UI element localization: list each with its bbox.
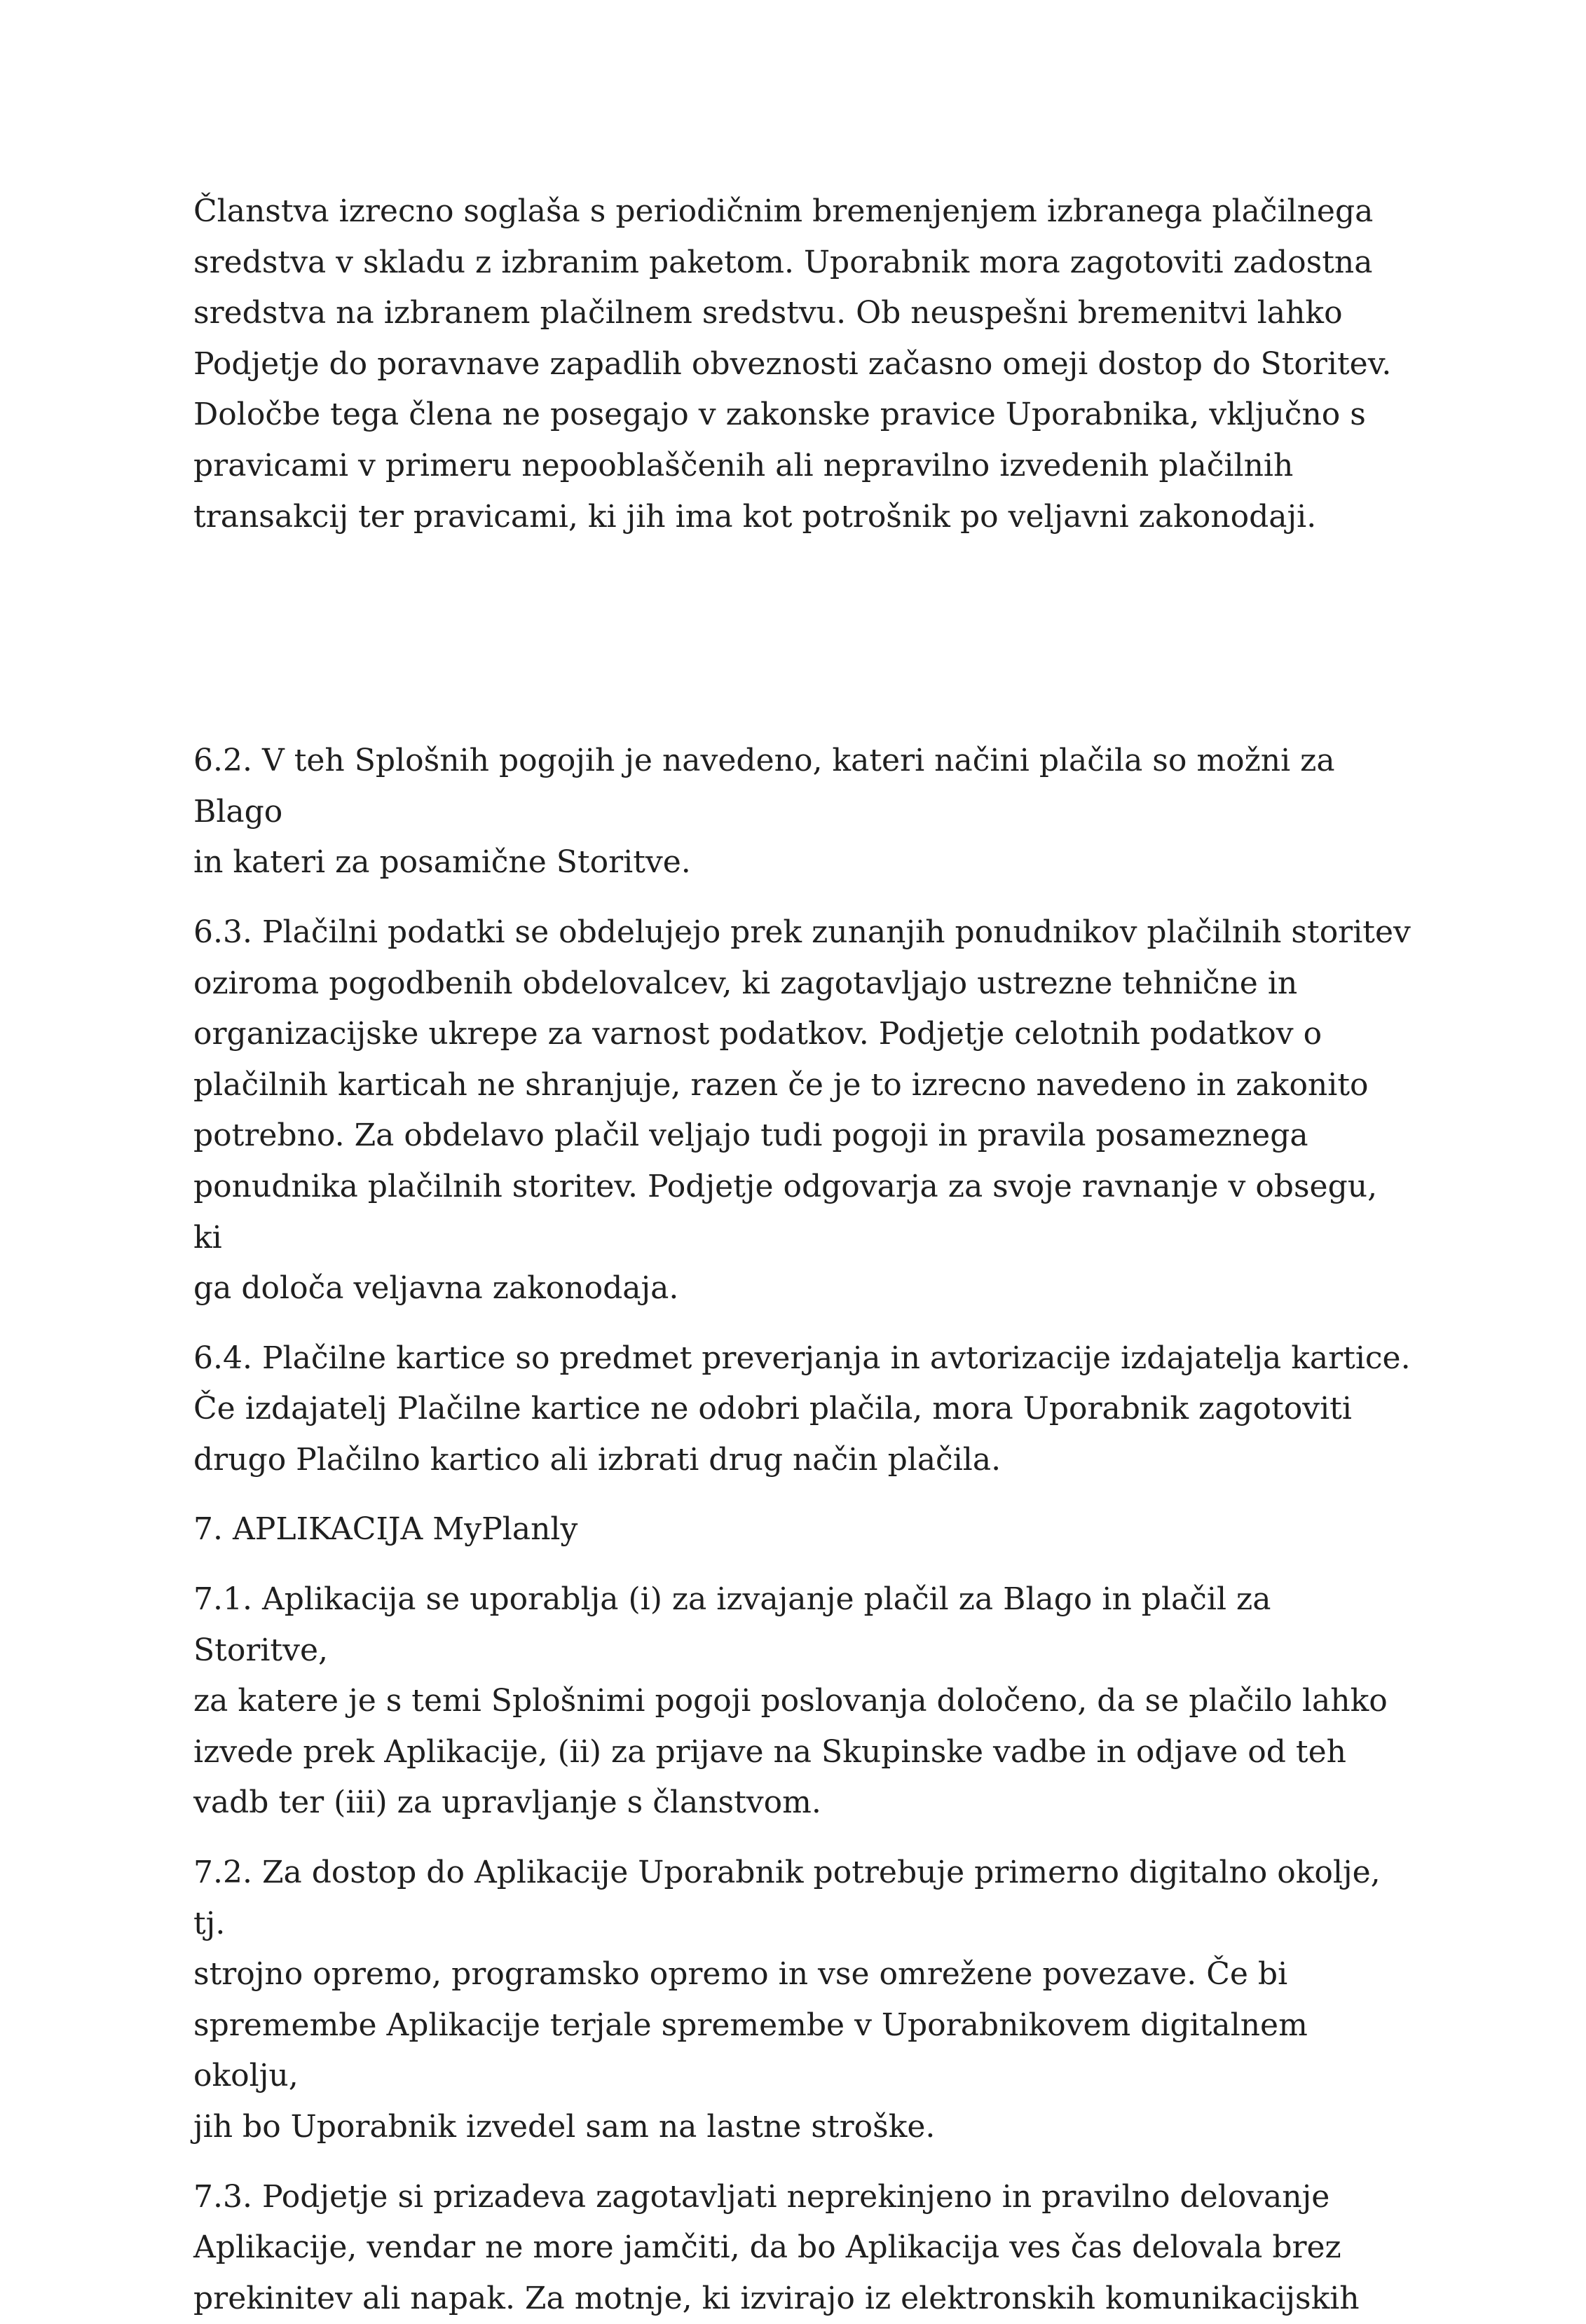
paragraph-7-2: 7.2. Za dostop do Aplikacije Uporabnik potrebuje primerno digitalno okolje, tj. strojno opremo, programsko opremo in vse omrežene povezave. Če bi spremembe Aplikacije terjale spremembe v Uporabnikovem digitalnem okolju, jih bo Uporabnik izvedel sam na lastne stroške. bbox=[193, 1855, 1381, 2145]
paragraph-7-1: 7.1. Aplikacija se uporablja (i) za izvajanje plačil za Blago in plačil za Storitve, za katere je s temi Splošnimi pogoji poslovanja določeno, da se plačilo lahko izvede prek Aplikacije, (ii) za prijave na Skupinske vadbe in odjave od teh vadb ter (iii) za upravljanje s članstvom. bbox=[193, 1581, 1388, 1821]
paragraph-6-3: 6.3. Plačilni podatki se obdelujejo prek zunanjih ponudnikov plačilnih storitev oziroma pogodbenih obdelovalcev, ki zagotavljajo ustrezne tehnične in organizacijske ukrepe za varnost podatkov. Podjetje celotnih podatkov o plačilnih karticah ne shranjuje, razen če je to izrecno navedeno in zakonito potrebno. Za obdelavo plačil veljajo tudi pogoji in pravila posameznega ponudnika plačilnih storitev. Podjetje odgovarja za svoje ravnanje v obsegu, ki ga določa veljavna zakonodaja. bbox=[193, 914, 1411, 1307]
paragraph-spacer bbox=[193, 1314, 1413, 1333]
paragraph-spacer bbox=[193, 2153, 1413, 2172]
paragraph-6-4: 6.4. Plačilne kartice so predmet preverjanja in avtorizacije izdajatelja kartice. Če izdajatelj Plačilne kartice ne odobri plačila, mora Uporabnik zagotoviti drugo Plačilno kartico ali izbrati drug način plačila. bbox=[193, 1340, 1411, 1478]
paragraph-6-2: 6.2. V teh Splošnih pogojih je navedeno, kateri načini plačila so možni za Blago in kateri za posamične Storitve. bbox=[193, 743, 1335, 881]
paragraph-membership-billing: Članstva izrecno soglaša s periodičnim bremenjenjem izbranega plačilnega sredstva v skladu z izbranim paketom. Uporabnik mora zagotoviti zadostna sredstva na izbranem plačilnem sredstvu. Ob neuspešni bremenitvi lahko Podjetje do poravnave zapadlih obveznosti začasno omeji dostop do Storitev. Določbe tega člena ne posegajo v zakonske pravice Uporabnika, vključno s pravicami v primeru nepooblaščenih ali nepravilno izvedenih plačilnih transakcij ter pravicami, ki jih ima kot potrošnik po veljavni zakonodaji. bbox=[193, 193, 1392, 535]
paragraph-spacer bbox=[193, 1829, 1413, 1848]
section-spacer bbox=[193, 542, 1413, 736]
document-body bbox=[193, 186, 1413, 2324]
paragraph-spacer bbox=[193, 888, 1413, 907]
paragraph-7-3: 7.3. Podjetje si prizadeva zagotavljati neprekinjeno in pravilno delovanje Aplikacije, vendar ne more jamčiti, da bo Aplikacija ves čas delovala brez prekinitev ali napak. Za motnje, ki izvirajo iz elektronskih komunikacijskih bbox=[193, 2178, 1360, 2316]
section-heading-7: 7. APLIKACIJA MyPlanly bbox=[193, 1511, 578, 1548]
paragraph-spacer bbox=[193, 1485, 1413, 1504]
paragraph-spacer bbox=[193, 1555, 1413, 1574]
